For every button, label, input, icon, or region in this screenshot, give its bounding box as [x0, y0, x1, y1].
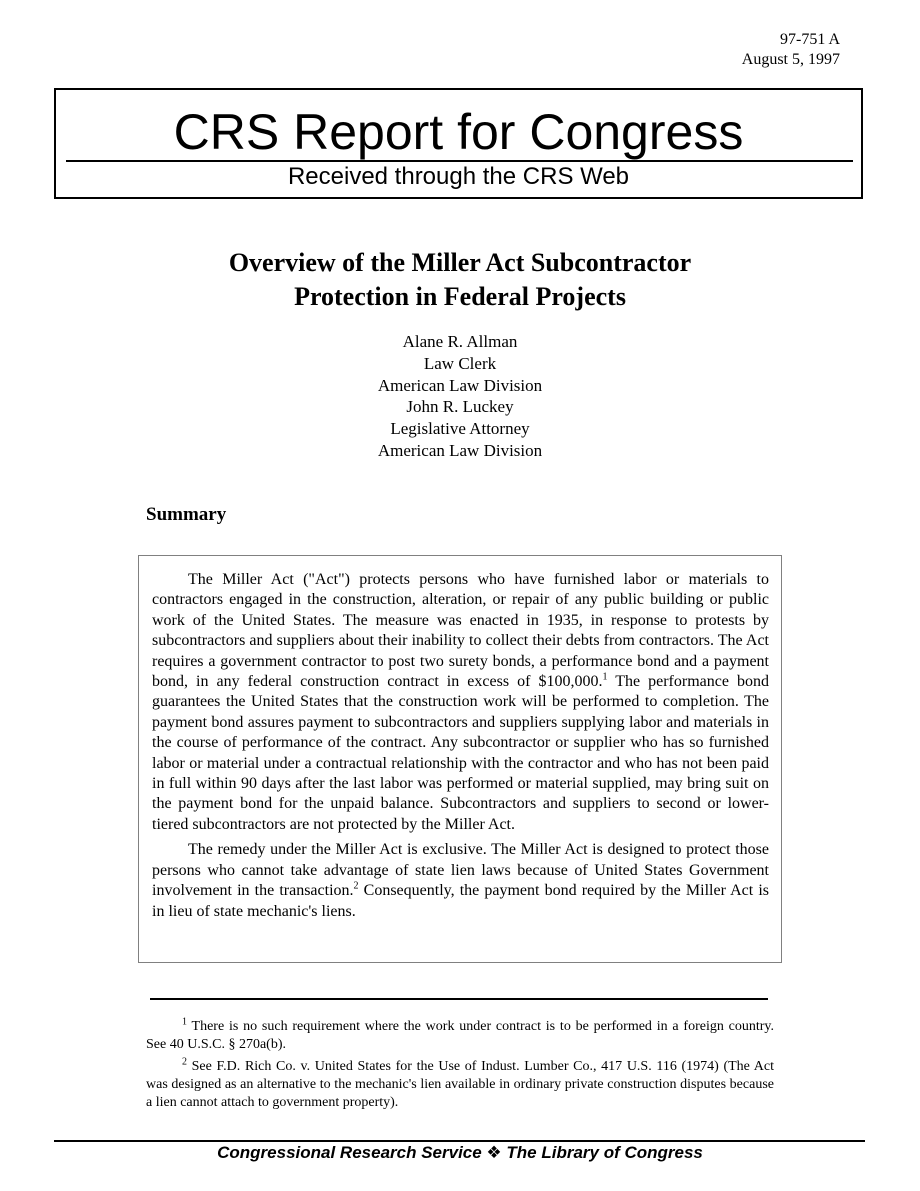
- report-title: [0, 246, 920, 314]
- report-title-line-1: Overview of the Miller Act Subcontractor: [228, 248, 692, 277]
- footnote: [146, 1018, 774, 1054]
- footnote: [146, 1058, 774, 1112]
- summary-box: [138, 555, 782, 963]
- summary-text: The performance bond guarantees the United States that the construction work will be performed to completion. The payment bond assures payment to subcontractors and suppliers supplying labor and materials in the course of performance of the contract. Any subcontractor or supplier who has so furnished labor or material under a contractual relationship with the contractor and who has not been paid in full within 90 days after the last labor was performed or material supplied, may bring suit on the payment bond for the unpaid balance. Subcontractors and suppliers to second or lower-tiered subcontractors are not protected by the Miller Act.: [152, 673, 769, 833]
- author-block: [0, 331, 920, 462]
- summary-text: The Miller Act ("Act") protects persons who have furnished labor or materials to contractors engaged in the construction, alteration, or repair of any public building or public work of the United States. The measure was enacted in 1935, in response to protests by subcontractors and suppliers about their inability to collect their debts from contractors. The Act requires a government contractor to post two surety bonds, a performance bond and a payment bond, in any federal construction contract in excess of $100,000.: [152, 571, 769, 691]
- summary-heading: Summary: [146, 504, 227, 525]
- author-line: Alane R. Allman: [402, 332, 518, 351]
- summary-text: The remedy under the Miller Act is exclusive. The Miller Act is designed to protect those persons who cannot take advantage of state lien laws because of United States Government involvement in the transaction.: [152, 841, 769, 900]
- document-id-block: [742, 30, 840, 70]
- footnote-text: See F.D. Rich Co. v. United States for the Use of Indust. Lumber Co., 417 U.S. 116 (1974) (The Act was designed as an alternative to the mechanic's lien available in ordinary private construction disputes because a lien cannot attach to government property).: [146, 1059, 774, 1110]
- doc-number: 97-751 A: [780, 31, 840, 48]
- footnote-marker: 2: [182, 1056, 187, 1068]
- crs-banner: [54, 88, 863, 199]
- footnote-ref: 1: [602, 671, 608, 683]
- footer-org: Congressional Research Service: [217, 1143, 482, 1162]
- summary-paragraph: [152, 570, 769, 835]
- banner-title: CRS Report for Congress: [173, 104, 744, 160]
- footnotes: [146, 1018, 774, 1112]
- author-line: American Law Division: [377, 440, 543, 460]
- author-line: Legislative Attorney: [390, 419, 530, 439]
- author-line: John R. Luckey: [406, 397, 514, 417]
- footnote-marker: 1: [182, 1016, 187, 1028]
- author-line: American Law Division: [377, 375, 543, 395]
- page-footer: [0, 1142, 920, 1164]
- report-title-line-2: Protection in Federal Projects: [294, 282, 626, 311]
- footnote-divider: [150, 998, 768, 1000]
- summary-paragraph: [152, 840, 769, 922]
- footnote-text: There is no such requirement where the work under contract is to be performed in a foreign country. See 40 U.S.C. § 270a(b).: [146, 1019, 774, 1052]
- footer-separator-icon: ❖: [481, 1143, 507, 1162]
- banner-subtitle: Received through the CRS Web: [287, 163, 630, 190]
- doc-date: August 5, 1997: [741, 51, 840, 68]
- summary-text: Consequently, the payment bond required by the Miller Act is in lieu of state mechanic's liens.: [152, 882, 770, 920]
- footer-library: The Library of Congress: [506, 1143, 703, 1162]
- footnote-ref: 2: [353, 880, 359, 892]
- author-line: Law Clerk: [423, 353, 497, 373]
